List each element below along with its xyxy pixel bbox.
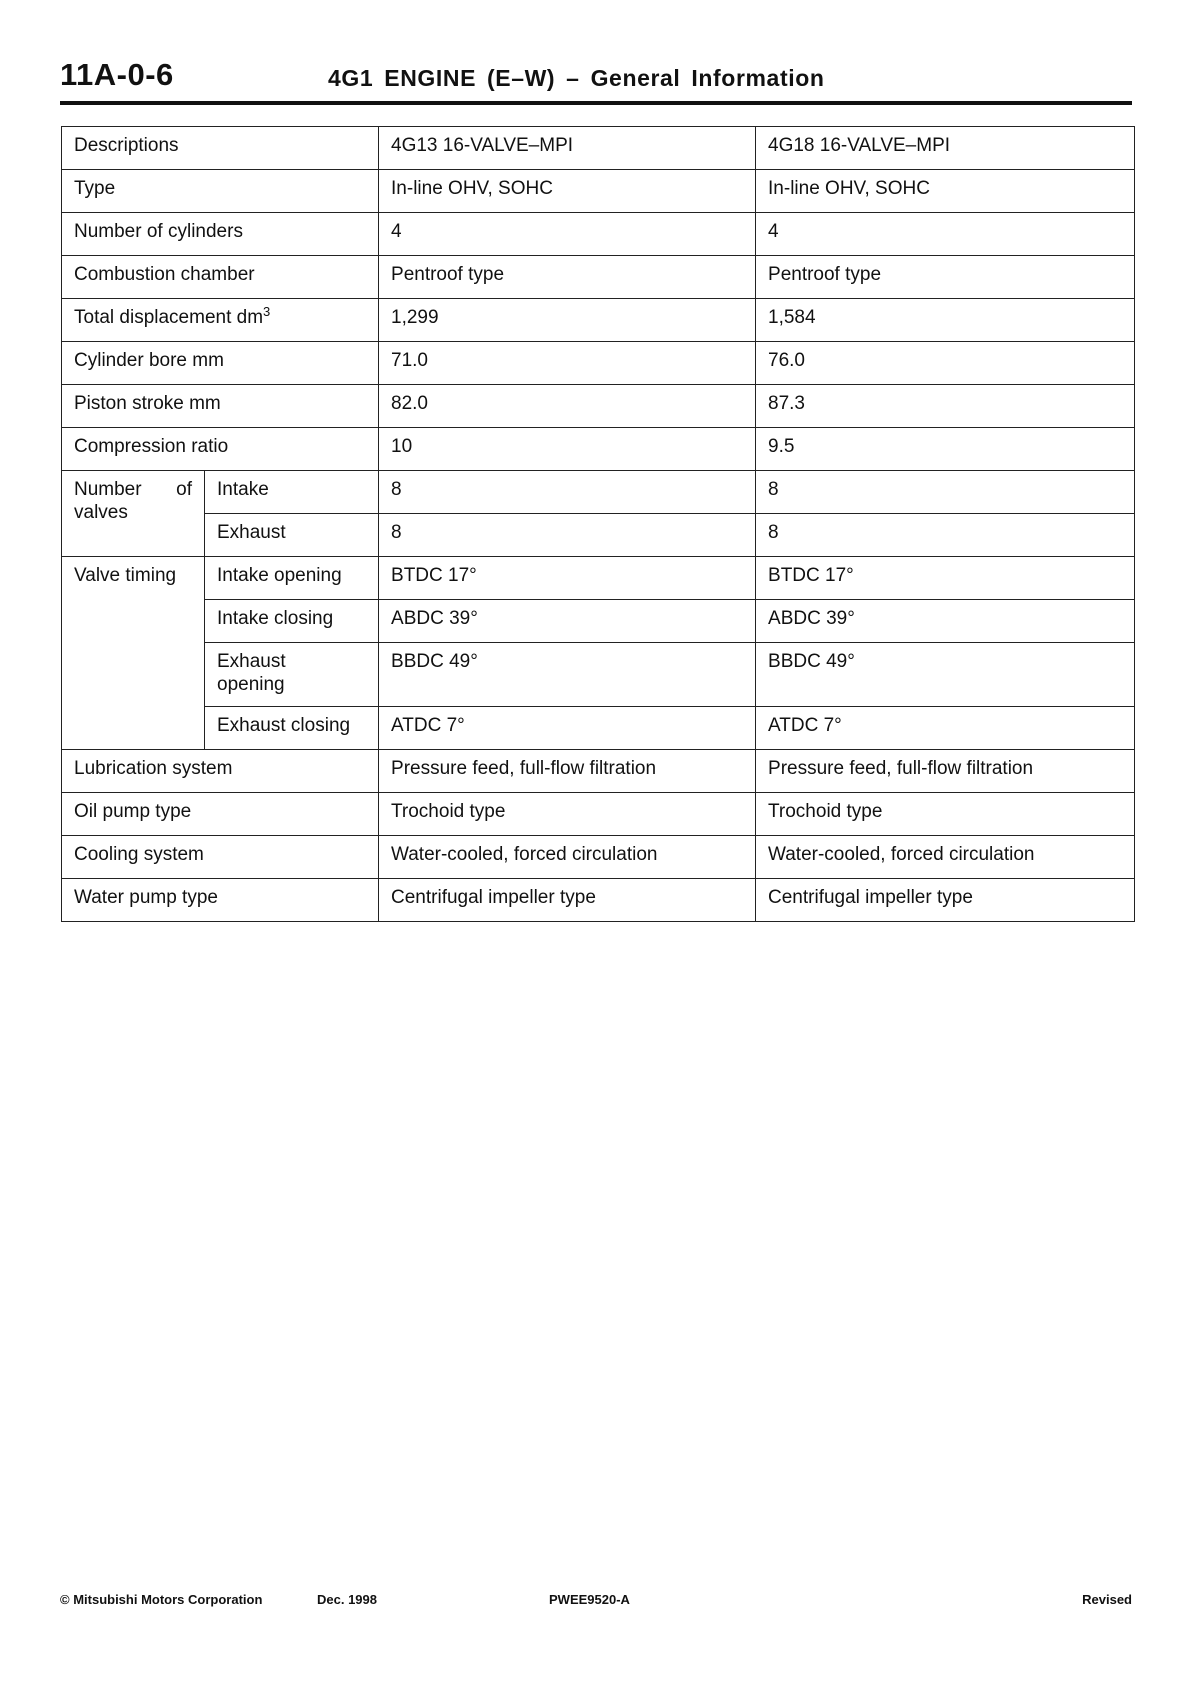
table-row (62, 643, 1135, 707)
cell-4g18: BBDC 49° (756, 643, 1135, 707)
cell-4g13: In-line OHV, SOHC (379, 170, 756, 213)
cell-4g18: ATDC 7° (756, 707, 1135, 750)
table-row (62, 299, 1135, 342)
table-row (62, 385, 1135, 428)
table-row (62, 256, 1135, 299)
cell-4g13: Centrifugal impeller type (379, 879, 756, 922)
row-label: Compression ratio (62, 428, 379, 471)
footer-status: Revised (1082, 1592, 1132, 1607)
table-row (62, 342, 1135, 385)
cell-4g13: Water-cooled, forced circulation (379, 836, 756, 879)
cell-4g13: Pentroof type (379, 256, 756, 299)
table-row (62, 707, 1135, 750)
superscript-unit: 3 (263, 304, 271, 319)
footer-date: Dec. 1998 (317, 1592, 377, 1607)
row-label: Combustion chamber (62, 256, 379, 299)
cell-4g18: Trochoid type (756, 793, 1135, 836)
table-row (62, 471, 1135, 514)
footer-copyright: © Mitsubishi Motors Corporation (60, 1592, 263, 1607)
cell-4g13: 8 (379, 514, 756, 557)
row-label: Lubrication system (62, 750, 379, 793)
table-header-4g18: 4G18 16-VALVE–MPI (756, 127, 1135, 170)
page-title: 4G1 ENGINE (E–W) – General Information (328, 65, 825, 91)
cell-4g18: BTDC 17° (756, 557, 1135, 600)
table-row (62, 750, 1135, 793)
cell-4g18: 4 (756, 213, 1135, 256)
cell-4g13: 4 (379, 213, 756, 256)
row-sublabel: Exhaust closing (205, 707, 379, 750)
table-row (62, 557, 1135, 600)
row-sublabel: Intake closing (205, 600, 379, 643)
row-label: Number of cylinders (62, 213, 379, 256)
table-row (62, 428, 1135, 471)
row-label: Oil pump type (62, 793, 379, 836)
cell-4g18: 9.5 (756, 428, 1135, 471)
table-header-row (62, 127, 1135, 170)
table-header-descriptions: Descriptions (62, 127, 379, 170)
cell-4g13: 10 (379, 428, 756, 471)
cell-4g18: 87.3 (756, 385, 1135, 428)
label-word: Number (74, 479, 142, 500)
cell-4g18: Pressure feed, full-flow filtration (756, 750, 1135, 793)
cell-4g13: BBDC 49° (379, 643, 756, 707)
label-line: opening (217, 674, 285, 695)
row-label: Type (62, 170, 379, 213)
table-row (62, 836, 1135, 879)
cell-4g18: Water-cooled, forced circulation (756, 836, 1135, 879)
row-sublabel: Intake opening (205, 557, 379, 600)
cell-4g18: In-line OHV, SOHC (756, 170, 1135, 213)
cell-4g13: ATDC 7° (379, 707, 756, 750)
row-label: Piston stroke mm (62, 385, 379, 428)
cell-4g13: Trochoid type (379, 793, 756, 836)
row-label (62, 299, 379, 342)
row-label: Cylinder bore mm (62, 342, 379, 385)
cell-4g18: 8 (756, 471, 1135, 514)
cell-4g13: BTDC 17° (379, 557, 756, 600)
row-sublabel: Intake (205, 471, 379, 514)
cell-4g18: 76.0 (756, 342, 1135, 385)
table-row (62, 514, 1135, 557)
label-line (74, 478, 192, 501)
cell-4g13: 71.0 (379, 342, 756, 385)
cell-4g13: 1,299 (379, 299, 756, 342)
table-header-4g13: 4G13 16-VALVE–MPI (379, 127, 756, 170)
row-group-label-timing: Valve timing (62, 557, 205, 750)
cell-4g18: 8 (756, 514, 1135, 557)
cell-4g13: ABDC 39° (379, 600, 756, 643)
table-row (62, 600, 1135, 643)
cell-4g18: ABDC 39° (756, 600, 1135, 643)
label-line: Exhaust (217, 651, 286, 672)
row-label-text: Total displacement dm (74, 307, 264, 328)
footer-document-code: PWEE9520-A (549, 1592, 630, 1607)
row-group-label-valves (62, 471, 205, 557)
cell-4g18: Centrifugal impeller type (756, 879, 1135, 922)
cell-4g18: 1,584 (756, 299, 1135, 342)
row-sublabel (205, 643, 379, 707)
table-row (62, 793, 1135, 836)
row-sublabel: Exhaust (205, 514, 379, 557)
table-row (62, 170, 1135, 213)
cell-4g18: Pentroof type (756, 256, 1135, 299)
label-word: of (176, 479, 192, 500)
engine-spec-table (61, 126, 1135, 922)
cell-4g13: 82.0 (379, 385, 756, 428)
row-label: Water pump type (62, 879, 379, 922)
table-row (62, 879, 1135, 922)
table-row (62, 213, 1135, 256)
cell-4g13: 8 (379, 471, 756, 514)
row-label: Cooling system (62, 836, 379, 879)
page-number: 11A-0-6 (60, 57, 174, 92)
label-line: valves (74, 502, 128, 523)
page-header (60, 55, 1132, 105)
cell-4g13: Pressure feed, full-flow filtration (379, 750, 756, 793)
